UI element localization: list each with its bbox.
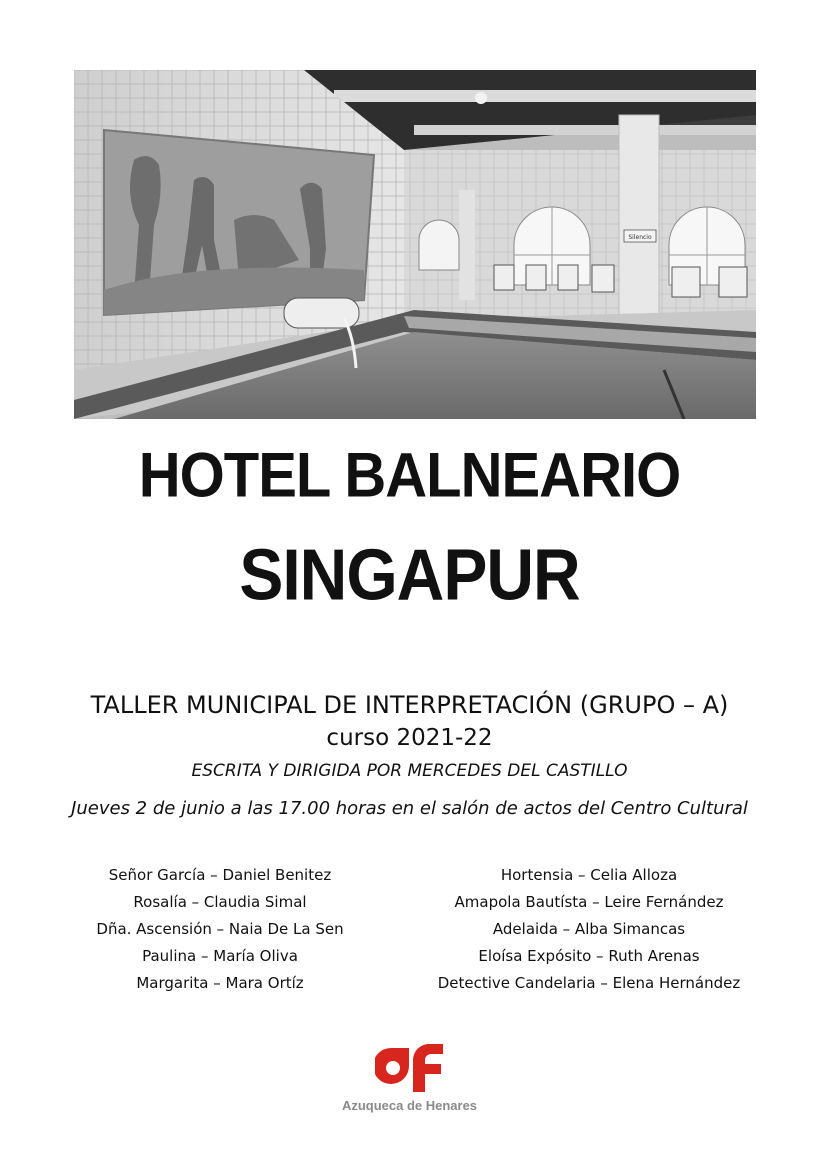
logo-text: Azuqueca de Henares — [341, 1098, 478, 1113]
workshop-heading: TALLER MUNICIPAL DE INTERPRETACIÓN (GRUPO – A) — [90, 691, 729, 719]
cast-item: Eloísa Expósito – Ruth Arenas — [478, 947, 700, 965]
cast-item: Amapola Bautísta – Leire Fernández — [454, 893, 724, 911]
municipality-logo — [300, 1038, 519, 1118]
cast-item: Hortensia – Celia Alloza — [500, 866, 678, 884]
spa-pool-photo — [74, 70, 756, 419]
silence-sign: Silencio — [628, 234, 652, 241]
pool-illustration — [74, 70, 756, 419]
cast-item: Detective Candelaria – Elena Hernández — [437, 974, 741, 992]
cast-list-left — [40, 862, 400, 997]
cast-item: Señor García – Daniel Benitez — [108, 866, 332, 884]
cast-item: Adelaida – Alba Simancas — [492, 920, 686, 938]
date-venue: Jueves 2 de junio a las 17.00 horas en el salón de actos del Centro Cultural — [71, 798, 748, 819]
cast-list-right — [409, 862, 769, 997]
af-logo-icon — [375, 1038, 445, 1094]
title-line-2: SINGAPUR — [239, 533, 580, 615]
cast-item: Dña. Ascensión – Naia De La Sen — [96, 920, 344, 938]
title-line-1: HOTEL BALNEARIO — [138, 440, 681, 511]
cast-item: Rosalía – Claudia Simal — [133, 893, 307, 911]
course-year: curso 2021-22 — [326, 725, 493, 751]
cast-item: Paulina – María Oliva — [142, 947, 298, 965]
cast-item: Margarita – Mara Ortíz — [136, 974, 304, 992]
author-credit: ESCRITA Y DIRIGIDA POR MERCEDES DEL CASTILLO — [191, 761, 628, 781]
